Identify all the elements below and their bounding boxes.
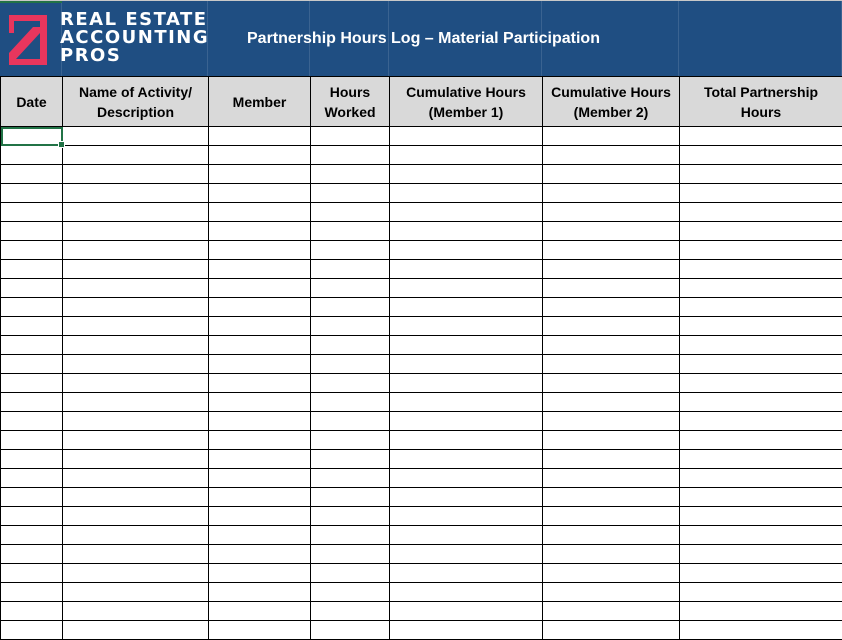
cell-total-hours[interactable] (680, 431, 842, 450)
cell-total-hours[interactable] (680, 583, 842, 602)
cell-activity[interactable] (63, 127, 209, 146)
cell-member[interactable] (209, 203, 311, 222)
cell-member[interactable] (209, 241, 311, 260)
cell-hours-worked[interactable] (311, 564, 390, 583)
cell-date[interactable] (1, 241, 63, 260)
cell-activity[interactable] (63, 279, 209, 298)
cell-cumulative-member1[interactable] (390, 222, 543, 241)
cell-cumulative-member2[interactable] (543, 222, 680, 241)
table-row (1, 374, 842, 393)
cell-hours-worked[interactable] (311, 336, 390, 355)
cell-cumulative-member2[interactable] (543, 336, 680, 355)
cell-total-hours[interactable] (680, 393, 842, 412)
cell-member[interactable] (209, 165, 311, 184)
table-row (1, 184, 842, 203)
cell-member[interactable] (209, 317, 311, 336)
cell-cumulative-member2[interactable] (543, 355, 680, 374)
column-header-row (1, 77, 842, 127)
cell-hours-worked[interactable] (311, 203, 390, 222)
cell-member[interactable] (209, 545, 311, 564)
cell-member[interactable] (209, 222, 311, 241)
cell-total-hours[interactable] (680, 526, 842, 545)
cell-total-hours[interactable] (680, 203, 842, 222)
cell-cumulative-member1[interactable] (390, 165, 543, 184)
table-row (1, 355, 842, 374)
cell-hours-worked[interactable] (311, 260, 390, 279)
cell-cumulative-member1[interactable] (390, 374, 543, 393)
cell-hours-worked[interactable] (311, 507, 390, 526)
cell-total-hours[interactable] (680, 279, 842, 298)
cell-cumulative-member2[interactable] (543, 431, 680, 450)
cell-cumulative-member1[interactable] (390, 260, 543, 279)
table-row (1, 260, 842, 279)
table-row (1, 507, 842, 526)
cell-cumulative-member1[interactable] (390, 431, 543, 450)
cell-activity[interactable] (63, 317, 209, 336)
logo-line-2: ACCOUNTING (60, 27, 210, 48)
cell-activity[interactable] (63, 184, 209, 203)
table-row (1, 336, 842, 355)
cell-member[interactable] (209, 488, 311, 507)
table-row (1, 621, 842, 640)
cell-member[interactable] (209, 564, 311, 583)
cell-hours-worked[interactable] (311, 184, 390, 203)
column-header-total-hours[interactable]: Total Partnership Hours (680, 77, 842, 127)
cell-date[interactable] (1, 203, 63, 222)
table-row (1, 241, 842, 260)
cell-member[interactable] (209, 450, 311, 469)
cell-date[interactable] (1, 374, 63, 393)
selected-cell[interactable] (1, 127, 63, 146)
column-header-cumulative-member1[interactable]: Cumulative Hours (Member 1) (390, 77, 543, 127)
cell-activity[interactable] (63, 469, 209, 488)
cell-date[interactable] (1, 146, 63, 165)
table-row (1, 564, 842, 583)
cell-member[interactable] (209, 279, 311, 298)
cell-cumulative-member2[interactable] (543, 146, 680, 165)
cell-cumulative-member2[interactable] (543, 298, 680, 317)
cell-cumulative-member2[interactable] (543, 165, 680, 184)
cell-total-hours[interactable] (680, 412, 842, 431)
cell-activity[interactable] (63, 583, 209, 602)
cell-cumulative-member2[interactable] (543, 469, 680, 488)
cell-total-hours[interactable] (680, 545, 842, 564)
cell-date[interactable] (1, 488, 63, 507)
cell-activity[interactable] (63, 203, 209, 222)
hours-log-table (0, 76, 842, 640)
cell-date[interactable] (1, 279, 63, 298)
table-row (1, 488, 842, 507)
cell-total-hours[interactable] (680, 488, 842, 507)
cell-hours-worked[interactable] (311, 412, 390, 431)
cell-cumulative-member1[interactable] (390, 241, 543, 260)
cell-date[interactable] (1, 469, 63, 488)
cell-activity[interactable] (63, 488, 209, 507)
cell-cumulative-member2[interactable] (543, 241, 680, 260)
cell-total-hours[interactable] (680, 317, 842, 336)
cell-activity[interactable] (63, 450, 209, 469)
cell-cumulative-member1[interactable] (390, 184, 543, 203)
cell-date[interactable] (1, 317, 63, 336)
cell-cumulative-member1[interactable] (390, 450, 543, 469)
cell-hours-worked[interactable] (311, 241, 390, 260)
cell-activity[interactable] (63, 507, 209, 526)
table-row (1, 393, 842, 412)
fill-handle[interactable] (58, 141, 65, 148)
cell-member[interactable] (209, 374, 311, 393)
column-header-hours-worked[interactable]: Hours Worked (311, 77, 390, 127)
cell-total-hours[interactable] (680, 355, 842, 374)
cell-cumulative-member1[interactable] (390, 621, 543, 640)
cell-cumulative-member1[interactable] (390, 602, 543, 621)
table-row (1, 127, 842, 146)
cell-total-hours[interactable] (680, 260, 842, 279)
cell-cumulative-member1[interactable] (390, 336, 543, 355)
cell-hours-worked[interactable] (311, 127, 390, 146)
cell-total-hours[interactable] (680, 602, 842, 621)
cell-activity[interactable] (63, 241, 209, 260)
cell-activity[interactable] (63, 374, 209, 393)
cell-date[interactable] (1, 507, 63, 526)
cell-cumulative-member2[interactable] (543, 260, 680, 279)
cell-date[interactable] (1, 393, 63, 412)
cell-hours-worked[interactable] (311, 469, 390, 488)
cell-cumulative-member1[interactable] (390, 583, 543, 602)
cell-cumulative-member2[interactable] (543, 564, 680, 583)
logo-line-1: REAL ESTATE (60, 9, 208, 30)
cell-date[interactable] (1, 431, 63, 450)
cell-hours-worked[interactable] (311, 602, 390, 621)
cell-hours-worked[interactable] (311, 621, 390, 640)
cell-total-hours[interactable] (680, 507, 842, 526)
cell-cumulative-member1[interactable] (390, 393, 543, 412)
cell-hours-worked[interactable] (311, 298, 390, 317)
table-row (1, 431, 842, 450)
cell-date[interactable] (1, 545, 63, 564)
cell-cumulative-member1[interactable] (390, 146, 543, 165)
cell-activity[interactable] (63, 165, 209, 184)
cell-cumulative-member2[interactable] (543, 184, 680, 203)
cell-member[interactable] (209, 412, 311, 431)
cell-activity[interactable] (63, 298, 209, 317)
cell-activity[interactable] (63, 260, 209, 279)
cell-date[interactable] (1, 336, 63, 355)
cell-cumulative-member1[interactable] (390, 545, 543, 564)
cell-activity[interactable] (63, 146, 209, 165)
cell-activity[interactable] (63, 222, 209, 241)
cell-date[interactable] (1, 621, 63, 640)
header-banner (0, 0, 842, 76)
cell-hours-worked[interactable] (311, 526, 390, 545)
cell-cumulative-member1[interactable] (390, 488, 543, 507)
cell-total-hours[interactable] (680, 450, 842, 469)
cell-cumulative-member2[interactable] (543, 450, 680, 469)
cell-date[interactable] (1, 165, 63, 184)
cell-activity[interactable] (63, 355, 209, 374)
cell-cumulative-member2[interactable] (543, 393, 680, 412)
cell-date[interactable] (1, 298, 63, 317)
cell-cumulative-member1[interactable] (390, 564, 543, 583)
cell-activity[interactable] (63, 602, 209, 621)
cell-member[interactable] (209, 298, 311, 317)
cell-hours-worked[interactable] (311, 165, 390, 184)
table-row (1, 602, 842, 621)
cell-hours-worked[interactable] (311, 431, 390, 450)
column-header-member[interactable]: Member (209, 77, 311, 127)
cell-cumulative-member2[interactable] (543, 203, 680, 222)
cell-date[interactable] (1, 260, 63, 279)
cell-hours-worked[interactable] (311, 222, 390, 241)
cell-activity[interactable] (63, 526, 209, 545)
cell-member[interactable] (209, 260, 311, 279)
cell-cumulative-member2[interactable] (543, 602, 680, 621)
cell-cumulative-member2[interactable] (543, 507, 680, 526)
cell-total-hours[interactable] (680, 374, 842, 393)
cell-cumulative-member2[interactable] (543, 583, 680, 602)
cell-total-hours[interactable] (680, 241, 842, 260)
cell-hours-worked[interactable] (311, 393, 390, 412)
table-row (1, 583, 842, 602)
cell-member[interactable] (209, 469, 311, 488)
table-row (1, 279, 842, 298)
cell-member[interactable] (209, 393, 311, 412)
cell-member[interactable] (209, 184, 311, 203)
cell-total-hours[interactable] (680, 336, 842, 355)
cell-member[interactable] (209, 602, 311, 621)
cell-hours-worked[interactable] (311, 583, 390, 602)
cell-hours-worked[interactable] (311, 450, 390, 469)
cell-member[interactable] (209, 146, 311, 165)
cell-member[interactable] (209, 336, 311, 355)
cell-cumulative-member1[interactable] (390, 203, 543, 222)
column-header-date[interactable]: Date (1, 77, 63, 127)
cell-total-hours[interactable] (680, 165, 842, 184)
cell-total-hours[interactable] (680, 222, 842, 241)
table-row (1, 222, 842, 241)
cell-cumulative-member2[interactable] (543, 279, 680, 298)
column-header-cumulative-member2[interactable]: Cumulative Hours (Member 2) (543, 77, 680, 127)
cell-cumulative-member2[interactable] (543, 526, 680, 545)
company-logo-text (60, 11, 209, 65)
cell-date[interactable] (1, 222, 63, 241)
cell-date[interactable] (1, 412, 63, 431)
cell-activity[interactable] (63, 564, 209, 583)
cell-activity[interactable] (63, 336, 209, 355)
cell-date[interactable] (1, 184, 63, 203)
cell-member[interactable] (209, 526, 311, 545)
cell-activity[interactable] (63, 545, 209, 564)
company-logo-icon (9, 15, 47, 65)
cell-cumulative-member2[interactable] (543, 545, 680, 564)
table-row (1, 450, 842, 469)
cell-cumulative-member1[interactable] (390, 469, 543, 488)
cell-cumulative-member1[interactable] (390, 279, 543, 298)
table-row (1, 203, 842, 222)
cell-hours-worked[interactable] (311, 146, 390, 165)
cell-hours-worked[interactable] (311, 317, 390, 336)
cell-cumulative-member2[interactable] (543, 412, 680, 431)
cell-activity[interactable] (63, 393, 209, 412)
table-row (1, 545, 842, 564)
cell-cumulative-member1[interactable] (390, 127, 543, 146)
cell-total-hours[interactable] (680, 146, 842, 165)
cell-total-hours[interactable] (680, 184, 842, 203)
cell-cumulative-member2[interactable] (543, 621, 680, 640)
cell-date[interactable] (1, 564, 63, 583)
cell-member[interactable] (209, 431, 311, 450)
cell-total-hours[interactable] (680, 564, 842, 583)
cell-total-hours[interactable] (680, 298, 842, 317)
cell-member[interactable] (209, 507, 311, 526)
log-rows (1, 127, 842, 640)
cell-member[interactable] (209, 355, 311, 374)
cell-total-hours[interactable] (680, 621, 842, 640)
cell-hours-worked[interactable] (311, 279, 390, 298)
table-row (1, 469, 842, 488)
cell-hours-worked[interactable] (311, 355, 390, 374)
cell-date[interactable] (1, 355, 63, 374)
cell-cumulative-member2[interactable] (543, 127, 680, 146)
table-row (1, 146, 842, 165)
cell-date[interactable] (1, 583, 63, 602)
table-row (1, 526, 842, 545)
cell-date[interactable] (1, 450, 63, 469)
cell-cumulative-member1[interactable] (390, 507, 543, 526)
cell-cumulative-member1[interactable] (390, 317, 543, 336)
table-row (1, 412, 842, 431)
cell-hours-worked[interactable] (311, 374, 390, 393)
cell-cumulative-member1[interactable] (390, 526, 543, 545)
sheet-title[interactable]: Partnership Hours Log – Material Participation (247, 30, 600, 47)
cell-member[interactable] (209, 621, 311, 640)
cell-date[interactable] (1, 602, 63, 621)
cell-total-hours[interactable] (680, 469, 842, 488)
active-column-indicator (0, 1, 62, 3)
cell-hours-worked[interactable] (311, 545, 390, 564)
cell-date[interactable] (1, 526, 63, 545)
cell-cumulative-member1[interactable] (390, 355, 543, 374)
column-header-activity[interactable]: Name of Activity/ Description (63, 77, 209, 127)
cell-cumulative-member2[interactable] (543, 317, 680, 336)
cell-member[interactable] (209, 127, 311, 146)
cell-activity[interactable] (63, 431, 209, 450)
cell-hours-worked[interactable] (311, 488, 390, 507)
cell-member[interactable] (209, 583, 311, 602)
cell-activity[interactable] (63, 621, 209, 640)
cell-cumulative-member1[interactable] (390, 298, 543, 317)
table-row (1, 317, 842, 336)
cell-total-hours[interactable] (680, 127, 842, 146)
table-row (1, 165, 842, 184)
cell-activity[interactable] (63, 412, 209, 431)
cell-cumulative-member2[interactable] (543, 374, 680, 393)
logo-line-3: PROS (60, 45, 122, 66)
table-row (1, 298, 842, 317)
cell-cumulative-member2[interactable] (543, 488, 680, 507)
cell-cumulative-member1[interactable] (390, 412, 543, 431)
